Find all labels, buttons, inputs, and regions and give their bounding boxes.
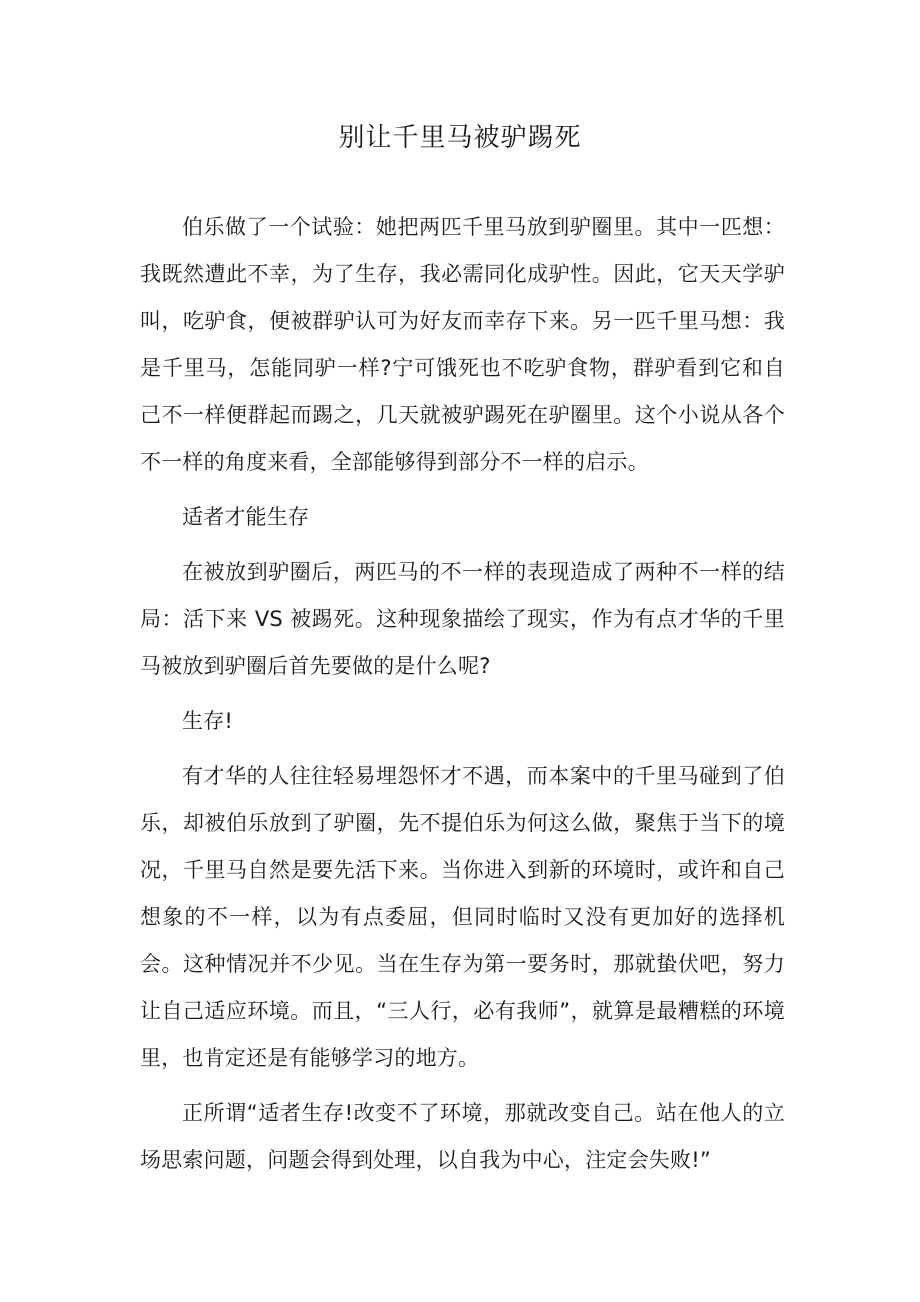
- section-heading-survival: 适者才能生存: [182, 505, 310, 529]
- paragraph-conclusion: 正所谓“适者生存!改变不了环境，那就改变自己。站在他人的立场思索问题，问题会得到处理，以自我为中心，注定会失败!”: [140, 1101, 785, 1172]
- paragraph-outcome: 在被放到驴圈后，两匹马的不一样的表现造成了两种不一样的结局：活下来 VS 被踢死。这种现象描绘了现实，作为有点才华的千里马被放到驴圈后首先要做的是什么呢?: [140, 560, 785, 678]
- document-body: [140, 204, 785, 1184]
- paragraph-survive: 生存!: [182, 709, 234, 733]
- page-title: 别让千里马被驴踢死: [338, 123, 582, 153]
- paragraph-intro: 伯乐做了一个试验：她把两匹千里马放到驴圈里。其中一匹想：我既然遭此不幸，为了生存，我必需同化成驴性。因此，它天天学驴叫，吃驴食，便被群驴认可为好友而幸存下来。另一匹千里马想：我是千里马，怎能同驴一样?宁可饿死也不吃驴食物，群驴看到它和自己不一样便群起而踢之，几天就被驴踢死在驴圈里。这个小说从各个不一样的角度来看，全部能够得到部分不一样的启示。: [140, 215, 785, 474]
- paragraph-talent: 有才华的人往往轻易埋怨怀才不遇，而本案中的千里马碰到了伯乐，却被伯乐放到了驴圈，先不提伯乐为何这么做，聚焦于当下的境况，千里马自然是要先活下来。当你进入到新的环境时，或许和自己想象的不一样，以为有点委屈，但同时临时又没有更加好的选择机会。这种情况并不少见。当在生存为第一要务时，那就蛰伏吧，努力让自己适应环境。而且，“三人行，必有我师”，就算是最糟糕的环境里，也肯定还是有能够学习的地方。: [140, 764, 785, 1070]
